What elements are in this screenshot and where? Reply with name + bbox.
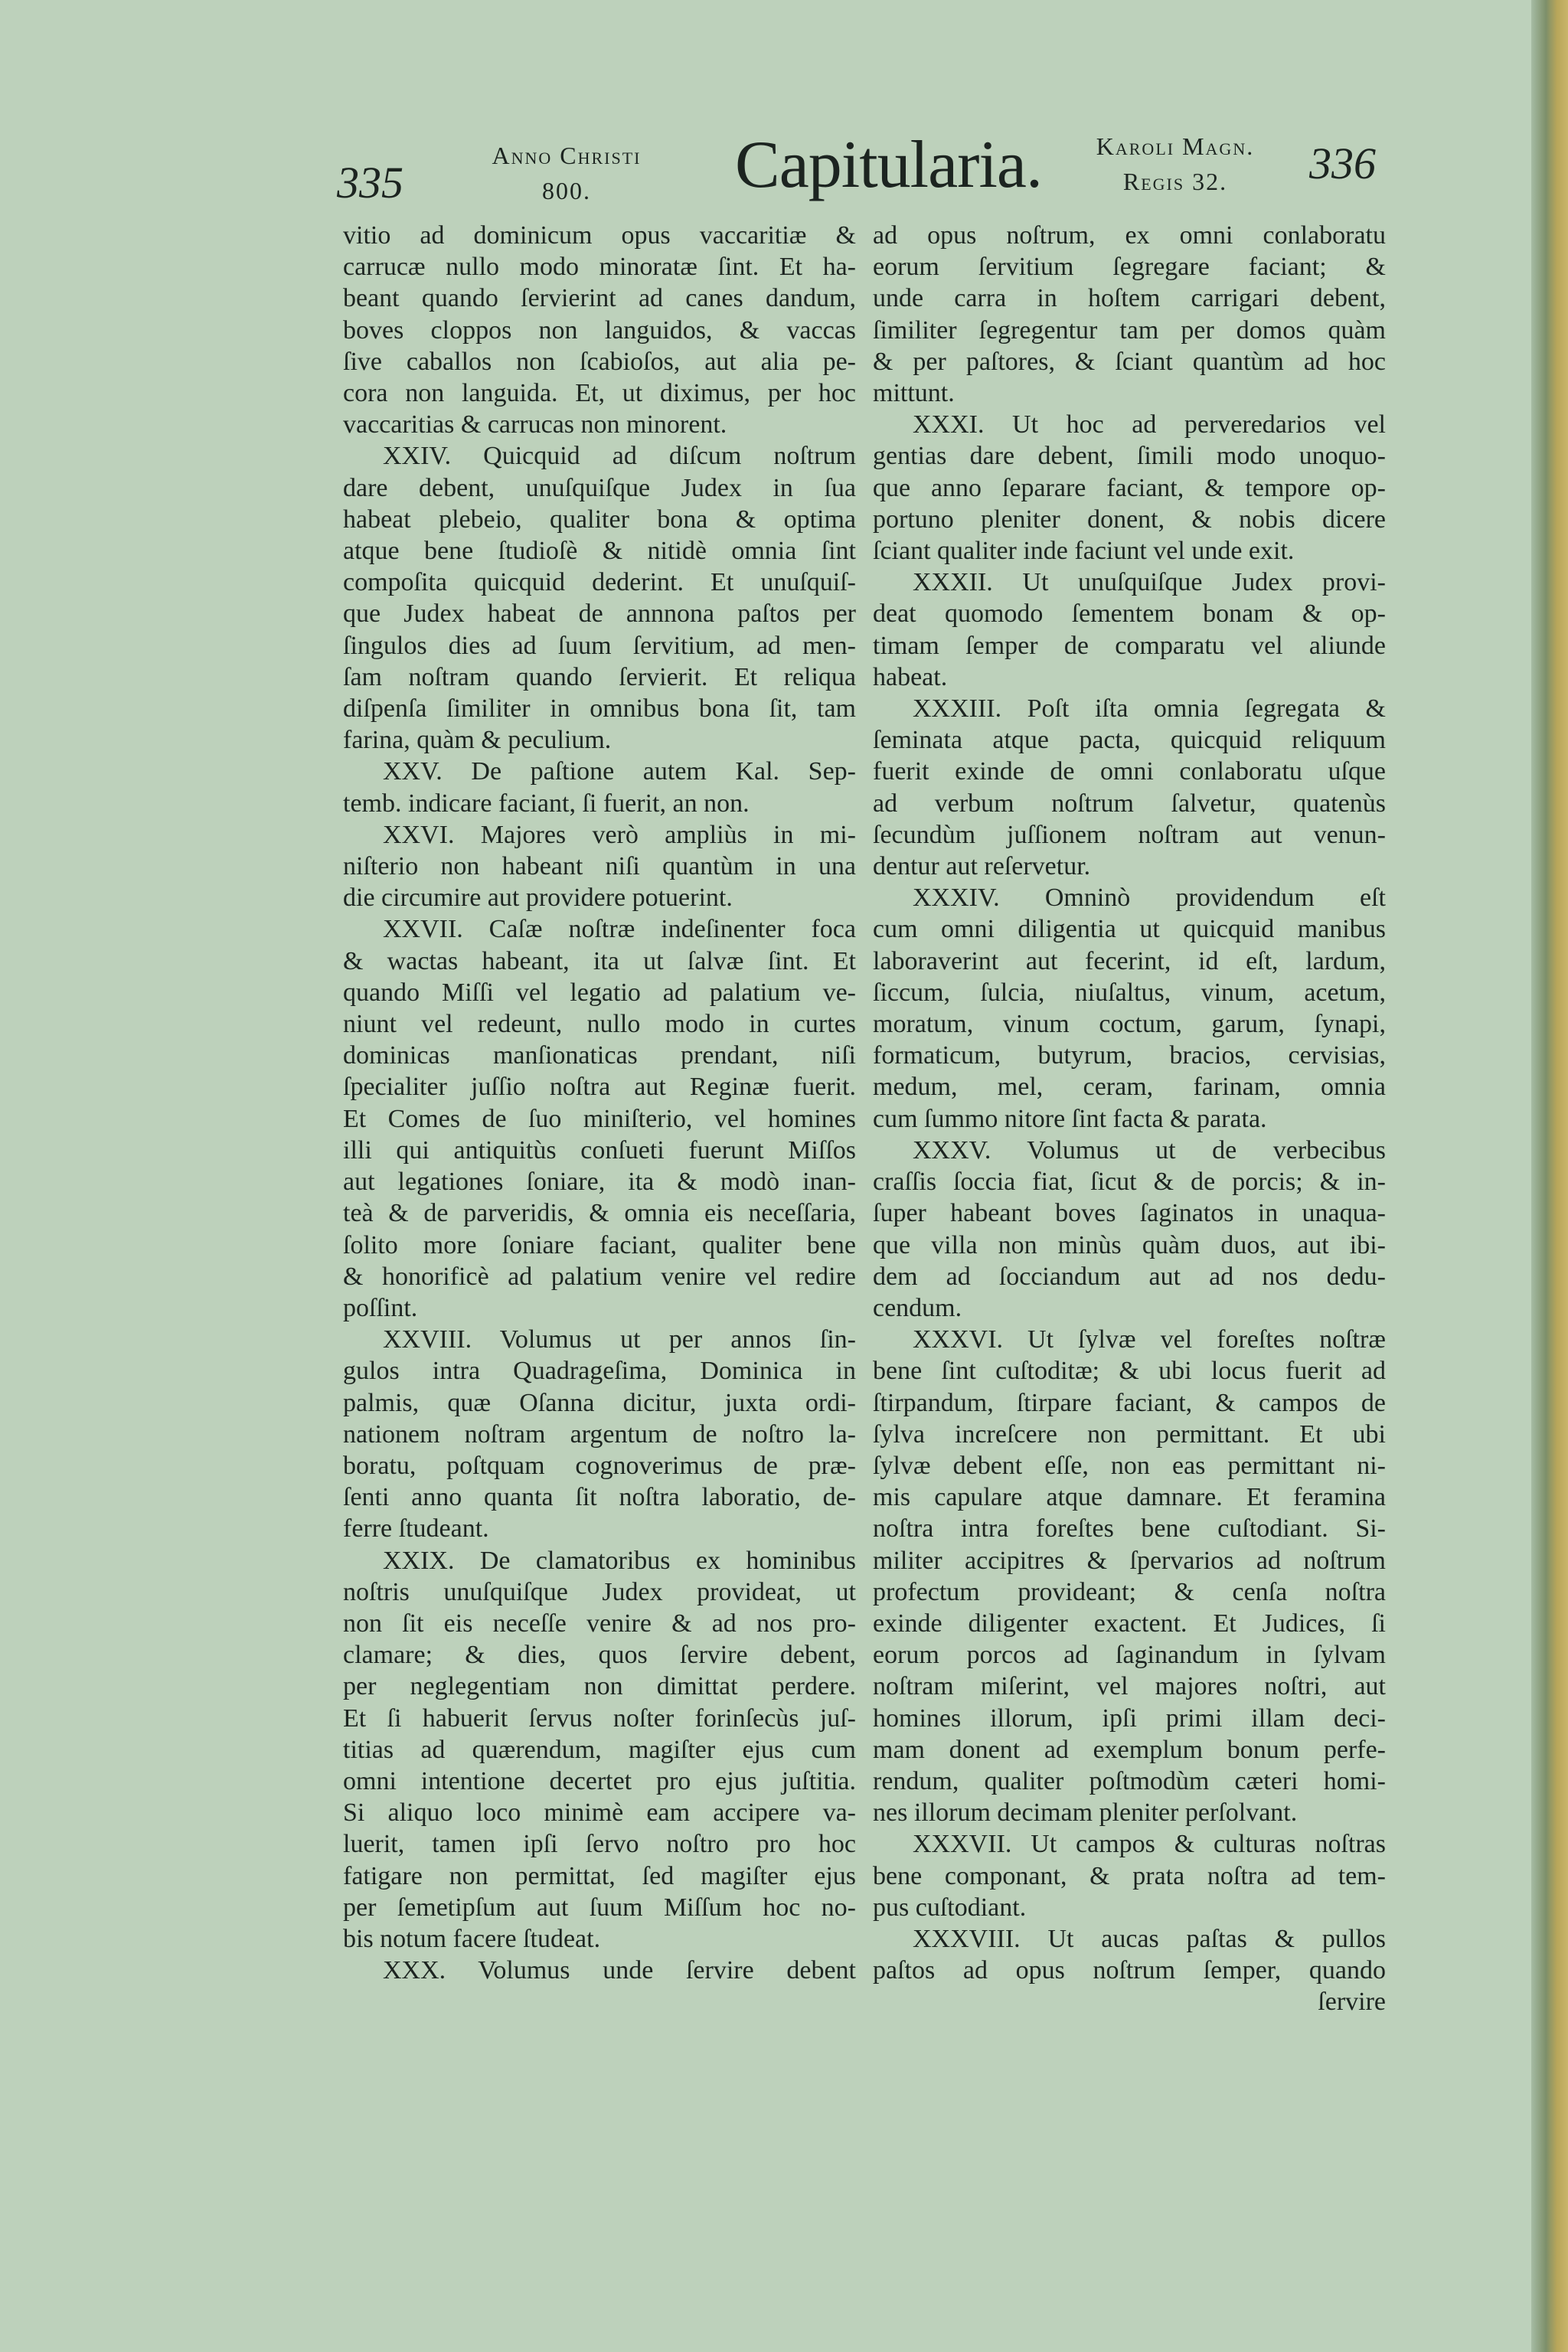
text-line: laboraverint aut fecerint, id eſt, lardum, [873, 946, 1386, 975]
text-line: ad verbum noſtrum ſalvetur, quatenùs [873, 789, 1386, 818]
text-line: dare debent, unuſquiſque Judex in ſua [343, 473, 856, 502]
text-line: noſtris unuſquiſque Judex provideat, ut [343, 1577, 856, 1606]
text-line: moratum, vinum coctum, garum, ſynapi, [873, 1010, 1386, 1039]
text-line: & per paſtores, & ſciant quantùm ad hoc [873, 347, 1386, 376]
text-line: temb. indicare faciant, ſi fuerit, an non. [343, 789, 750, 818]
text-line: rendum, qualiter poſtmodùm cæteri homi- [873, 1766, 1386, 1795]
text-line: exinde diligenter exactent. Et Judices, ſi [873, 1609, 1386, 1638]
text-line: gulos intra Quadrageſima, Dominica in [343, 1357, 856, 1386]
text-line: deat quomodo ſementem bonam & op- [873, 599, 1386, 629]
running-head-left-line2: 800. [542, 177, 591, 204]
text-line: XXXII. Ut unuſquiſque Judex provi- [913, 568, 1386, 597]
text-line: portuno pleniter donent, & nobis dicere [873, 505, 1386, 534]
text-line: unde carra in hoſtem carrigari debent, [873, 284, 1386, 313]
page-number-left: 335 [337, 158, 403, 207]
running-head-right-line1: Karoli Magn. [1096, 132, 1255, 160]
text-line: aut legationes ſoniare, ita & modò inan- [343, 1168, 856, 1197]
running-head-right [1068, 129, 1282, 199]
text-line: ſimiliter ſegregentur tam per domos quàm [873, 315, 1386, 345]
text-line: dem ad ſocciandum aut ad nos dedu- [873, 1262, 1386, 1291]
text-line: vitio ad dominicum opus vaccaritiæ & [343, 221, 856, 250]
text-line: bene componant, & prata noſtra ad tem- [873, 1861, 1386, 1890]
text-line: niſterio non habeant niſi quantùm in una [343, 852, 856, 881]
text-line: paſtos ad opus noſtrum ſemper, quando [873, 1956, 1386, 1985]
text-line: que anno ſeparare faciant, & tempore op- [873, 473, 1386, 502]
text-line: ſylva increſcere non permittant. Et ubi [873, 1419, 1386, 1449]
text-line: boratu, poſtquam cognoverimus de præ- [343, 1451, 856, 1480]
text-line: Et ſi habuerit ſervus noſter forinſecùs juſ- [343, 1704, 856, 1733]
text-line: homines illorum, ipſi primi illam deci- [873, 1704, 1386, 1733]
text-line: XXV. De paſtione autem Kal. Sep- [383, 757, 856, 786]
text-line: dentur aut reſervetur. [873, 852, 1091, 881]
text-line: vaccaritias & carrucas non minorent. [343, 410, 727, 439]
text-line: noſtra intra foreſtes bene cuſtodiant. Si- [873, 1514, 1386, 1544]
text-line: eorum porcos ad ſaginandum in ſylvam [873, 1641, 1386, 1670]
text-line: XXIV. Quicquid ad diſcum noſtrum [383, 442, 856, 471]
text-line: ſylvæ debent eſſe, non eas permittant ni- [873, 1451, 1386, 1480]
text-line: medum, mel, ceram, farinam, omnia [873, 1073, 1386, 1102]
text-line: titias ad quærendum, magiſter ejus cum [343, 1735, 856, 1764]
text-line: diſpenſa ſimiliter in omnibus bona ſit, tam [343, 694, 856, 724]
text-line: XXXVIII. Ut aucas paſtas & pullos [913, 1924, 1386, 1953]
text-line: nes illorum decimam pleniter perſolvant. [873, 1798, 1298, 1828]
text-line: ſeminata atque pacta, quicquid reliquum [873, 726, 1386, 755]
text-line: non ſit eis neceſſe venire & ad nos pro- [343, 1609, 856, 1638]
text-line: ſingulos dies ad ſuum ſervitium, ad men- [343, 631, 856, 660]
text-line: ſpecialiter juſſio noſtra aut Reginæ fuerit. [343, 1073, 856, 1102]
text-line: que Judex habeat de annnona paſtos per [343, 599, 856, 629]
text-line: timam ſemper de comparatu vel aliunde [873, 631, 1386, 660]
text-line: & honorificè ad palatium venire vel redire [343, 1262, 856, 1291]
text-line: cora non languida. Et, ut diximus, per hoc [343, 379, 856, 408]
text-line: ſiccum, ſulcia, niuſaltus, vinum, acetum, [873, 978, 1386, 1007]
text-column-left [343, 220, 856, 1986]
text-line: niunt vel redeunt, nullo modo in curtes [343, 1010, 856, 1039]
running-head-left [452, 138, 681, 208]
text-line: Et Comes de ſuo miniſterio, vel homines [343, 1104, 856, 1133]
text-line: bene ſint cuſtoditæ; & ubi locus fuerit ad [873, 1357, 1386, 1386]
text-line: pus cuſtodiant. [873, 1893, 1027, 1922]
text-line: atque bene ſtudioſè & nitidè omnia ſint [343, 537, 856, 566]
text-line: XXXVII. Ut campos & culturas noſtras [913, 1830, 1386, 1859]
text-line: quando Miſſi vel legatio ad palatium ve- [343, 978, 856, 1007]
text-line: mittunt. [873, 379, 955, 408]
text-line: fuerit exinde de omni conlaboratu uſque [873, 757, 1386, 786]
text-line: mam donent ad exemplum bonum perfe- [873, 1735, 1386, 1764]
text-line: cendum. [873, 1293, 962, 1322]
text-line: que villa non minùs quàm duos, aut ibi- [873, 1230, 1386, 1259]
text-line: ferre ſtudeant. [343, 1514, 489, 1544]
text-line: illi qui antiquitùs conſueti fuerunt Miſſos [343, 1135, 856, 1165]
text-line: ſervire [1318, 1988, 1386, 2017]
text-column-right [873, 220, 1386, 2018]
text-line: militer accipitres & ſpervarios ad noſtrum [873, 1546, 1386, 1575]
book-edge [1531, 0, 1568, 2352]
text-line: clamare; & dies, quos ſervire debent, [343, 1641, 856, 1670]
text-line: XXVI. Majores verò ampliùs in mi- [383, 820, 856, 849]
text-line: luerit, tamen ipſi ſervo noſtro pro hoc [343, 1830, 856, 1859]
text-line: eorum ſervitium ſegregare faciant; & [873, 253, 1386, 282]
text-line: XXXV. Volumus ut de verbecibus [913, 1135, 1386, 1165]
text-line: carrucæ nullo modo minoratæ ſint. Et ha- [343, 253, 856, 282]
running-head-right-line2: Regis 32. [1122, 168, 1228, 195]
text-line: ſive caballos non ſcabioſos, aut alia pe- [343, 347, 856, 376]
text-line: cum omni diligentia ut quicquid manibus [873, 915, 1386, 944]
text-line: XXVIII. Volumus ut per annos ſin- [383, 1325, 856, 1354]
page-title: Capitularia. [735, 128, 1042, 202]
text-line: palmis, quæ Oſanna dicitur, juxta ordi- [343, 1388, 856, 1417]
text-line: XXIX. De clamatoribus ex hominibus [383, 1546, 856, 1575]
text-line: craſſis ſoccia fiat, ſicut & de porcis; & in- [873, 1168, 1386, 1197]
text-line: poſſint. [343, 1293, 418, 1322]
text-line: ſciant qualiter inde faciunt vel unde exit. [873, 537, 1295, 566]
text-line: habeat plebeio, qualiter bona & optima [343, 505, 856, 534]
text-line: ſtirpandum, ſtirpare faciant, & campos de [873, 1388, 1386, 1417]
text-line: mis capulare atque damnare. Et feramina [873, 1483, 1386, 1512]
text-line: compoſita quicquid dederint. Et unuſquiſ- [343, 568, 856, 597]
text-line: XXXI. Ut hoc ad perveredarios vel [913, 410, 1386, 439]
text-line: bis notum facere ſtudeat. [343, 1924, 601, 1953]
text-line: formaticum, butyrum, bracios, cervisias, [873, 1041, 1386, 1070]
text-line: XXXIII. Poſt iſta omnia ſegregata & [913, 694, 1386, 724]
text-line: fatigare non permittat, ſed magiſter ejus [343, 1861, 856, 1890]
text-line: profectum provideant; & cenſa noſtra [873, 1577, 1386, 1606]
running-head-left-line1: Anno Christi [492, 142, 642, 169]
text-line: habeat. [873, 662, 948, 691]
text-line: Si aliquo loco minimè eam accipere va- [343, 1798, 856, 1828]
text-line: & wactas habeant, ita ut ſalvæ ſint. Et [343, 946, 856, 975]
text-line: ſenti anno quanta ſit noſtra laboratio, de- [343, 1483, 856, 1512]
text-line: nationem noſtram argentum de noſtro la- [343, 1419, 856, 1449]
text-line: dominicas manſionaticas prendant, niſi [343, 1041, 856, 1070]
text-line: XXXIV. Omninò providendum eſt [913, 884, 1386, 913]
text-line: ad opus noſtrum, ex omni conlaboratu [873, 221, 1386, 250]
text-line: ſolito more ſoniare faciant, qualiter bene [343, 1230, 856, 1259]
text-line: per ſemetipſum aut ſuum Miſſum hoc no- [343, 1893, 856, 1922]
text-line: die circumire aut providere potuerint. [343, 884, 733, 913]
text-line: per neglegentiam non dimittat perdere. [343, 1672, 856, 1701]
text-line: noſtram miſerint, vel majores noſtri, aut [873, 1672, 1386, 1701]
text-line: teà & de parveridis, & omnia eis neceſſaria, [343, 1199, 856, 1228]
page-number-right: 336 [1309, 139, 1376, 188]
text-line: cum ſummo nitore ſint facta & parata. [873, 1104, 1267, 1133]
text-line: farina, quàm & peculium. [343, 726, 612, 755]
text-line: gentias dare debent, ſimili modo unoquo- [873, 442, 1386, 471]
text-line: ſam noſtram quando ſervierit. Et reliqua [343, 662, 856, 691]
text-line: XXVII. Caſæ noſtræ indeſinenter foca [383, 915, 856, 944]
text-line: ſecundùm juſſionem noſtram aut venun- [873, 820, 1386, 849]
text-line: XXXVI. Ut ſylvæ vel foreſtes noſtræ [913, 1325, 1386, 1354]
text-line: ſuper habeant boves ſaginatos in unaqua- [873, 1199, 1386, 1228]
text-line: beant quando ſervierint ad canes dandum, [343, 284, 856, 313]
text-line: boves cloppos non languidos, & vaccas [343, 315, 856, 345]
text-line: XXX. Volumus unde ſervire debent [383, 1956, 856, 1985]
text-line: omni intentione decertet pro ejus juſtitia. [343, 1766, 856, 1795]
